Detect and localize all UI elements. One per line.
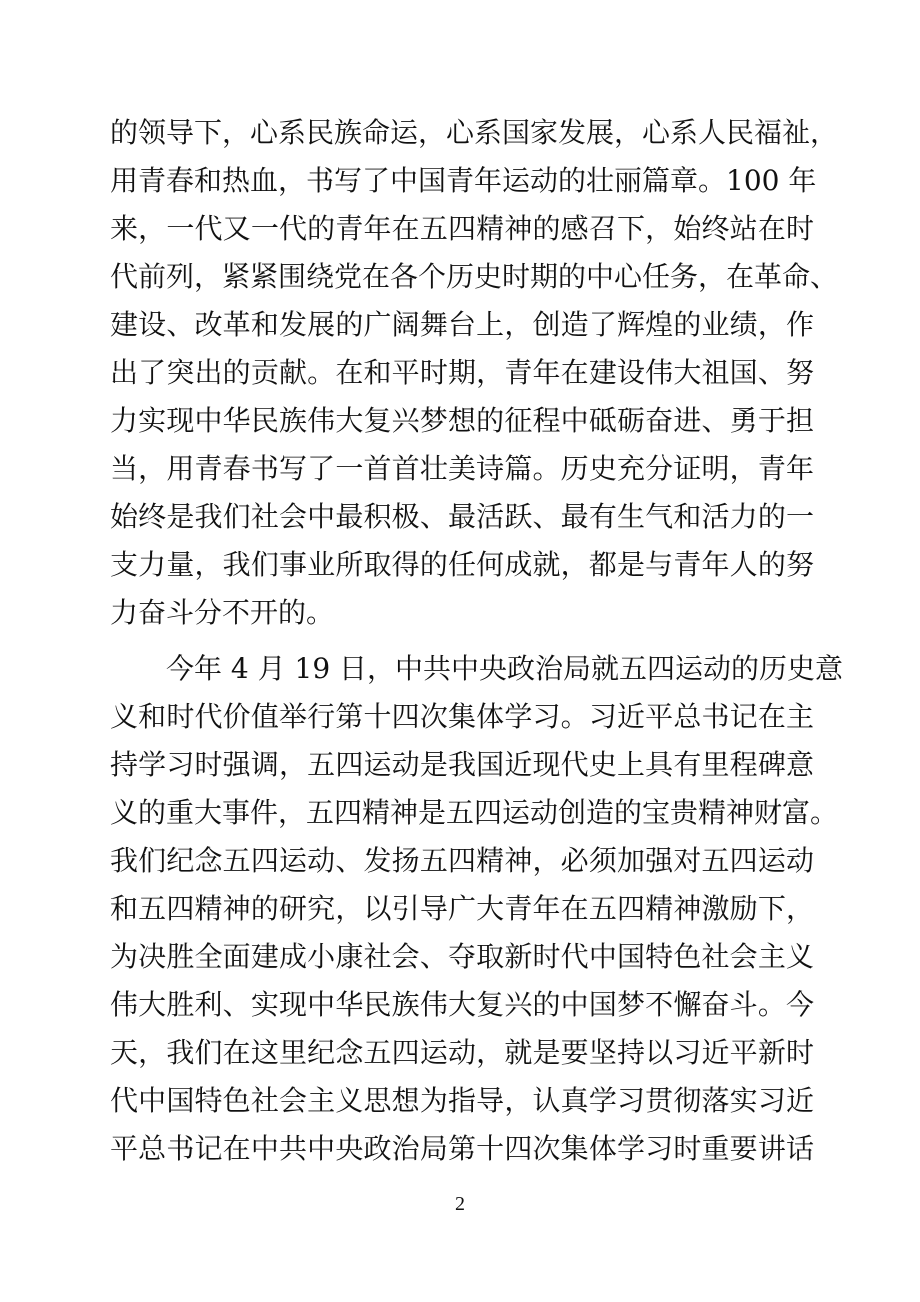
text-line: 代前列，紧紧围绕党在各个历史时期的中心任务，在革命、 [110,260,839,293]
text-line: 建设、改革和发展的广阔舞台上，创造了辉煌的业绩，作 [110,308,814,341]
text-line: 用青春和热血，书写了中国青年运动的壮丽篇章。100 年 [110,164,817,197]
text-line: 持学习时强调，五四运动是我国近现代史上具有里程碑意 [110,748,814,781]
text-line: 当，用青春书写了一首首壮美诗篇。历史充分证明，青年 [110,452,814,485]
text-line: 义和时代价值举行第十四次集体学习。习近平总书记在主 [110,700,814,733]
text-line: 义的重大事件，五四精神是五四运动创造的宝贵精神财富。 [110,796,839,829]
text-line: 力实现中华民族伟大复兴梦想的征程中砥砺奋进、勇于担 [110,404,814,437]
text-line: 出了突出的贡献。在和平时期，青年在建设伟大祖国、努 [110,356,814,389]
text-line: 和五四精神的研究，以引导广大青年在五四精神激励下， [110,892,814,925]
text-line: 我们纪念五四运动、发扬五四精神，必须加强对五四运动 [110,844,814,877]
text-line: 为决胜全面建成小康社会、夺取新时代中国特色社会主义 [110,940,814,973]
text-line: 始终是我们社会中最积极、最活跃、最有生气和活力的一 [110,500,814,533]
text-line: 来，一代又一代的青年在五四精神的感召下，始终站在时 [110,212,814,245]
text-line: 天，我们在这里纪念五四运动，就是要坚持以习近平新时 [110,1036,814,1069]
text-line: 支力量，我们事业所取得的任何成就，都是与青年人的努 [110,548,814,581]
page-number: 2 [455,1193,465,1215]
text-line: 平总书记在中共中央政治局第十四次集体学习时重要讲话 [110,1132,814,1165]
text-line: 今年 4 月 19 日，中共中央政治局就五四运动的历史意 [166,652,844,685]
text-line: 代中国特色社会主义思想为指导，认真学习贯彻落实习近 [110,1084,814,1117]
text-line: 伟大胜利、实现中华民族伟大复兴的中国梦不懈奋斗。今 [110,988,814,1021]
text-line: 的领导下，心系民族命运，心系国家发展，心系人民福祉， [110,116,839,149]
text-line: 力奋斗分不开的。 [110,596,335,629]
